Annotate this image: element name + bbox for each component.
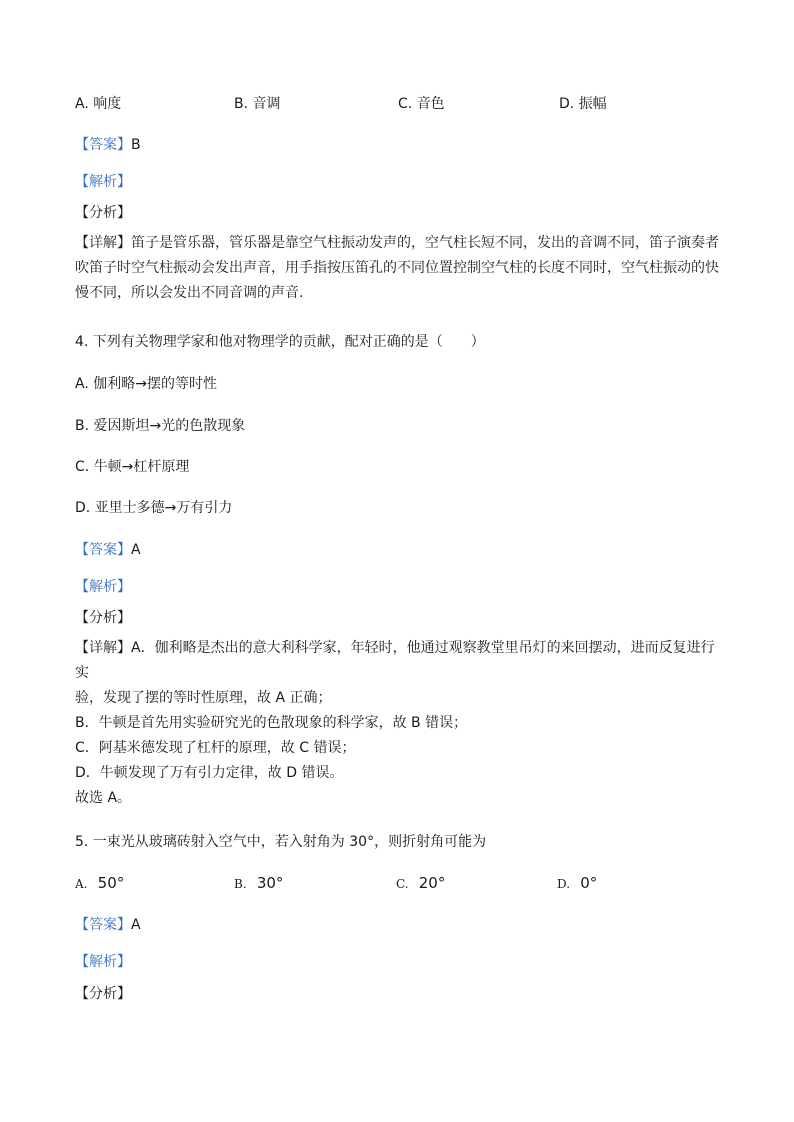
q4-option-a: A. 伽利略→摆的等时性 (75, 376, 217, 392)
q5-analysis-tag: 【解析】 (75, 954, 131, 970)
q5-option-a (75, 873, 124, 892)
answer-value: A (131, 542, 141, 558)
q3-option-c (398, 93, 445, 113)
q4-question: 4. 下列有关物理学家和他对物理学的贡献，配对正确的是（ ） (75, 334, 485, 350)
answer-tag: 【答案】 (75, 137, 131, 153)
option-letter: B. (234, 877, 247, 891)
q3-option-b (234, 93, 281, 113)
answer-value: B (131, 137, 141, 153)
q5-option-c (396, 873, 445, 892)
q4-analysis-tag: 【解析】 (75, 579, 131, 595)
q5-option-d (557, 873, 597, 892)
option-text: 响度 (93, 96, 122, 112)
option-text: 30° (256, 874, 284, 892)
option-letter: C. (396, 877, 409, 891)
detail-line: 吹笛子时空气柱振动会发出声音，用手指按压笛孔的不同位置控制空气柱的长度不同时，空气柱振动的快 (75, 260, 719, 276)
q5-option-b (234, 873, 283, 892)
q3-fenxi-tag: 【分析】 (75, 205, 131, 221)
detail-line: 验，发现了摆的等时性原理，故 A 正确； (75, 690, 332, 706)
detail-line: C．阿基米德发现了杠杆的原理，故 C 错误； (75, 740, 356, 756)
option-text: 0° (580, 874, 598, 892)
detail-line: B．牛顿是首先用实验研究光的色散现象的科学家，故 B 错误； (75, 715, 468, 731)
answer-tag: 【答案】 (75, 542, 131, 558)
q4-fenxi-tag: 【分析】 (75, 610, 131, 626)
q4-option-b: B. 爱因斯坦→光的色散现象 (75, 418, 246, 434)
detail-line: 慢不同，所以会发出不同音调的声音. (75, 285, 304, 301)
q4-option-d: D. 亚里士多德→万有引力 (75, 500, 233, 516)
detail-line: 【详解】A．伽利略是杰出的意大利科学家，年轻时，他通过观察教堂里吊灯的来回摆动，进而反复进行实 (75, 640, 715, 681)
option-letter: B. (234, 96, 249, 112)
option-text: 音色 (416, 96, 445, 112)
option-text: 振幅 (578, 96, 607, 112)
option-letter: C. (398, 96, 413, 112)
q5-question: 5. 一束光从玻璃砖射入空气中，若入射角为 30°，则折射角可能为 (75, 834, 487, 850)
detail-line: 故选 A。 (75, 790, 132, 806)
q5-fenxi-tag: 【分析】 (75, 986, 131, 1002)
option-letter: A. (75, 96, 89, 112)
detail-tag: 【详解】 (75, 640, 131, 656)
option-letter: D. (559, 96, 575, 112)
q4-option-c: C. 牛顿→杠杆原理 (75, 459, 190, 475)
q3-analysis-tag: 【解析】 (75, 174, 131, 190)
detail-line: 【详解】笛子是管乐器，管乐器是靠空气柱振动发声的，空气柱长短不同，发出的音调不同，笛子演奏者 (75, 235, 719, 251)
q3-option-d (559, 93, 607, 113)
detail-tag: 【详解】 (75, 235, 131, 251)
q4-detail (75, 636, 725, 811)
answer-value: A (131, 917, 141, 933)
option-letter: D. (557, 877, 571, 891)
q3-detail (75, 231, 725, 306)
q5-answer (75, 915, 141, 935)
answer-tag: 【答案】 (75, 917, 131, 933)
q3-option-a (75, 93, 121, 113)
option-text: 音调 (252, 96, 281, 112)
q3-answer (75, 135, 141, 155)
detail-line: D．牛顿发现了万有引力定律，故 D 错误。 (75, 765, 344, 781)
option-text: 50° (97, 874, 125, 892)
option-text: 20° (418, 874, 446, 892)
option-letter: A. (75, 877, 88, 891)
q4-answer (75, 540, 141, 560)
